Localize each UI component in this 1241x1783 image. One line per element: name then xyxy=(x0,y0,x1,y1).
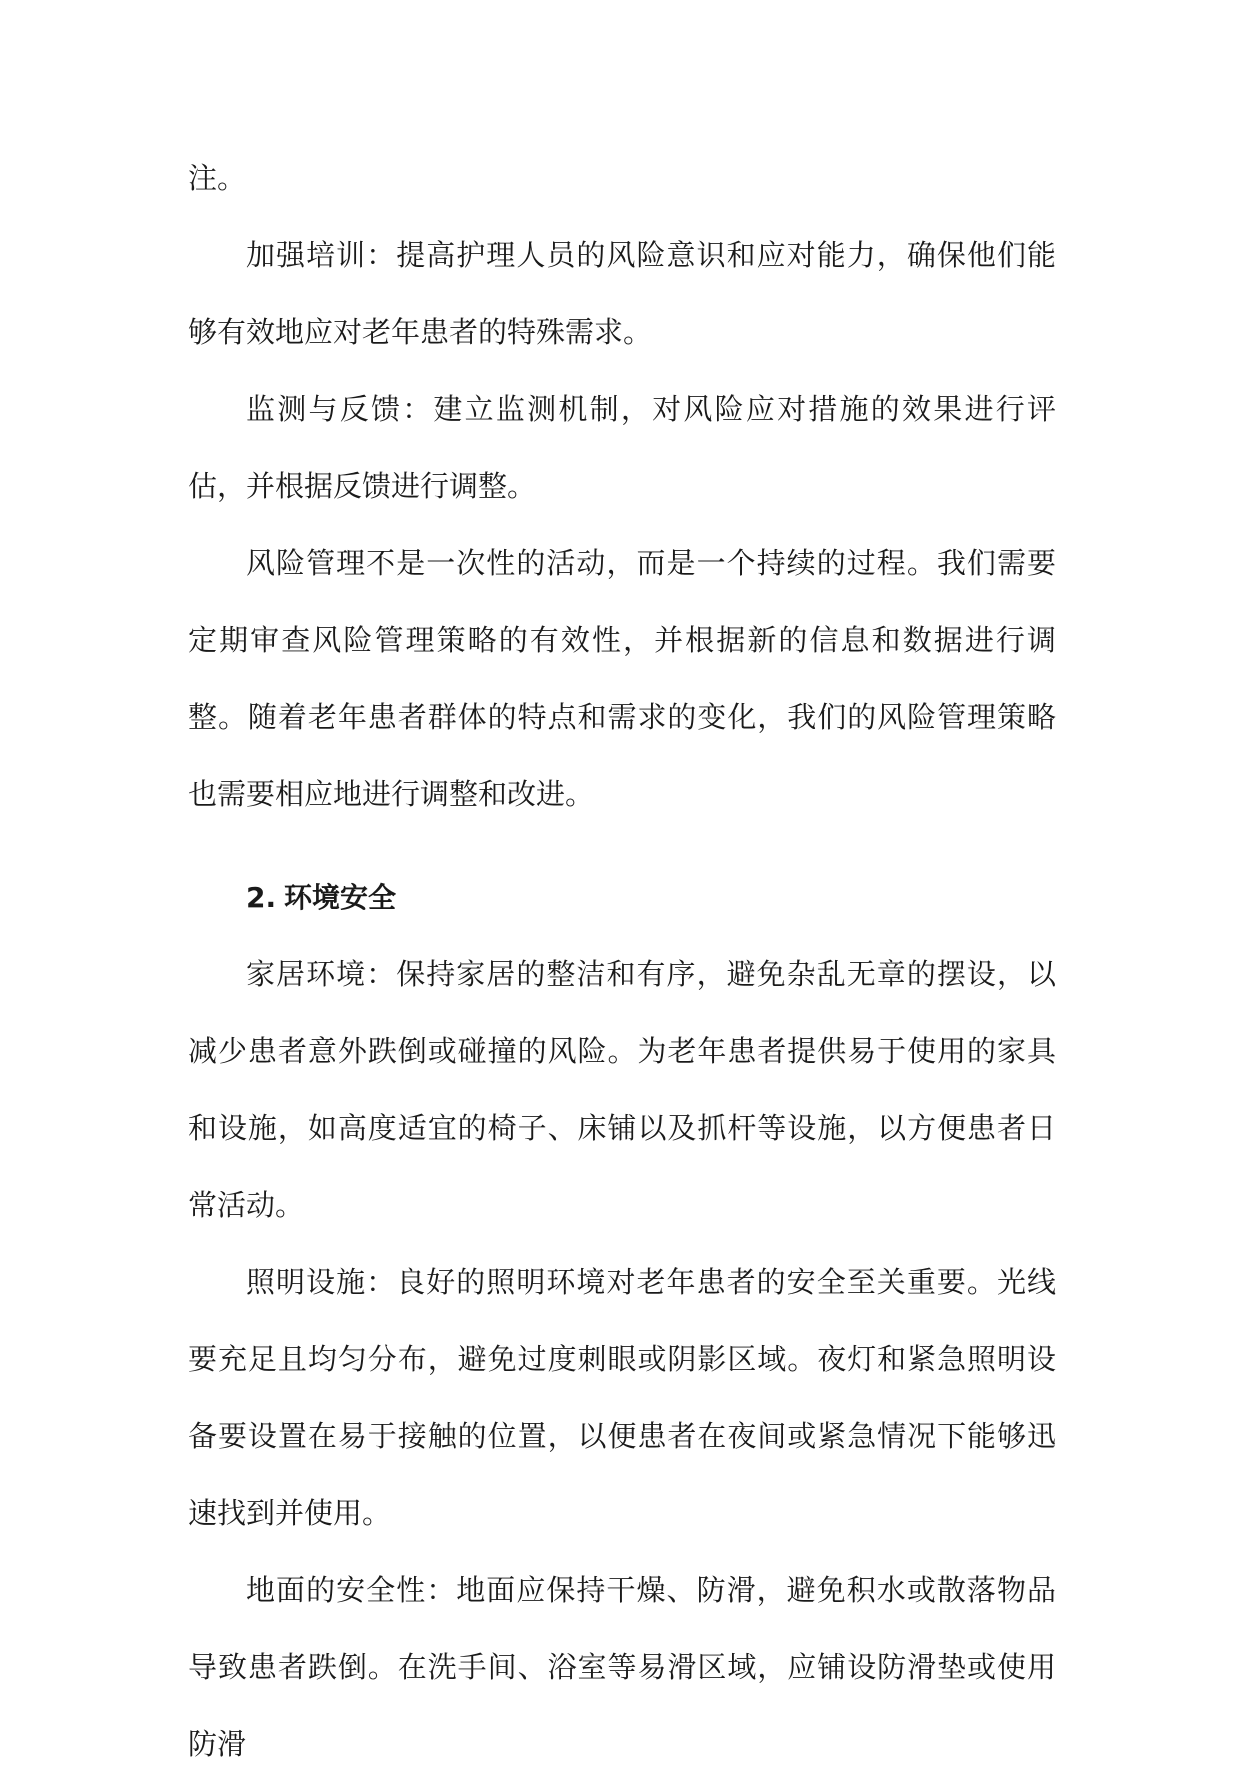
paragraph-training: 加强培训：提高护理人员的风险意识和应对能力，确保他们能够有效地应对老年患者的特殊需求。 xyxy=(188,238,1056,349)
section-number: 2. xyxy=(246,881,277,914)
document-body xyxy=(188,140,1056,1783)
paragraph-home-environment: 家居环境：保持家居的整洁和有序，避免杂乱无章的摆设，以减少患者意外跌倒或碰撞的风险。为老年患者提供易于使用的家具和设施，如高度适宜的椅子、床铺以及抓杆等设施，以方便患者日常活动。 xyxy=(188,957,1056,1222)
paragraph-continuation: 注。 xyxy=(188,161,247,195)
paragraph-floor-safety: 地面的安全性：地面应保持干燥、防滑，避免积水或散落物品导致患者跌倒。在洗手间、浴室等易滑区域，应铺设防滑垫或使用防滑 xyxy=(188,1573,1056,1761)
section-heading xyxy=(188,859,1056,936)
paragraph-lighting: 照明设施：良好的照明环境对老年患者的安全至关重要。光线要充足且均匀分布，避免过度刺眼或阴影区域。夜灯和紧急照明设备要设置在易于接触的位置，以便患者在夜间或紧急情况下能够迅速找到并使用。 xyxy=(188,1265,1056,1530)
paragraph-monitoring: 监测与反馈：建立监测机制，对风险应对措施的效果进行评估，并根据反馈进行调整。 xyxy=(188,392,1056,503)
paragraph-risk-management: 风险管理不是一次性的活动，而是一个持续的过程。我们需要定期审查风险管理策略的有效性，并根据新的信息和数据进行调整。随着老年患者群体的特点和需求的变化，我们的风险管理策略也需要相应地进行调整和改进。 xyxy=(188,546,1056,811)
section-title: 环境安全 xyxy=(284,881,397,914)
